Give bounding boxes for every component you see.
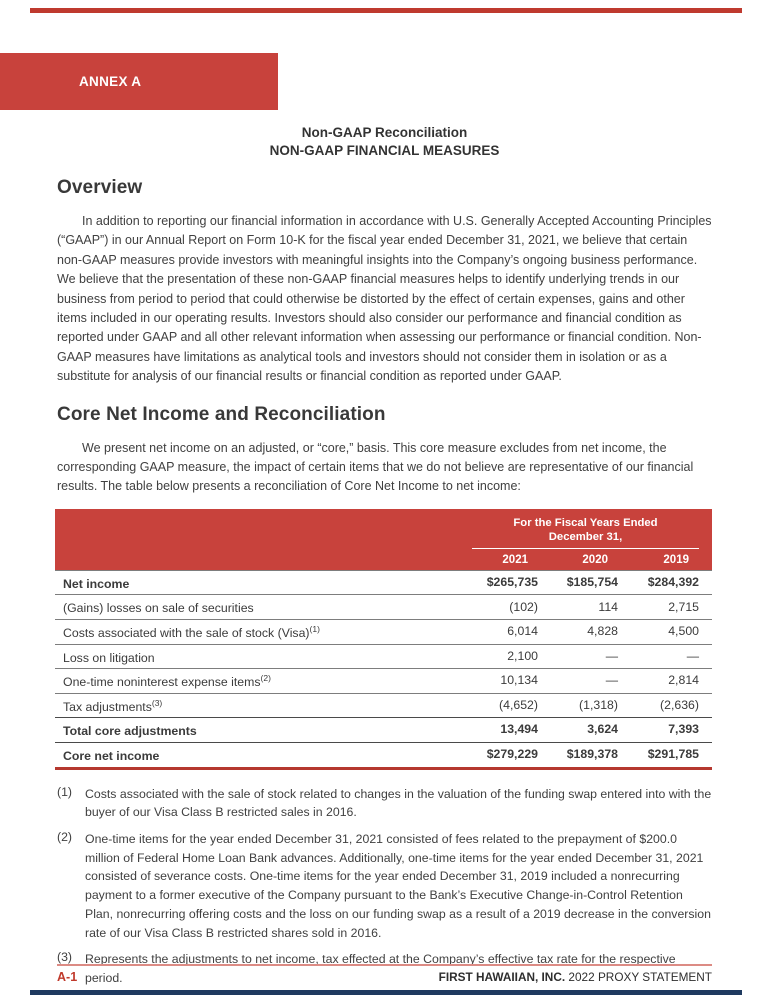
row-label: (Gains) losses on sale of securities xyxy=(63,601,254,616)
cell-2019: 7,393 xyxy=(668,722,699,737)
header-line-2: December 31, xyxy=(548,530,623,543)
year-2020: 2020 xyxy=(582,553,608,566)
footnote-number: (3) xyxy=(57,950,73,965)
overview-paragraph: In addition to reporting our financial information in accordance with U.S. Generally Accepted Accounting Principles (“GAAP”) in our Annual Report on Form 10-K for the fiscal year ended December 31, 2021, we believe that certain non-GAAP measures provide investors with meaningful insights into the Company’s ongoing business performance. We believe that the presentation of these non-GAAP financial measures helps to identify underlying trends in our business from period to period that could otherwise be distorted by the effect of certain expenses, gains and other items included in our operating results. Investors should also consider our performance and financial condition as reported under GAAP and all other relevant information when assessing our performance or financial condition. Non-GAAP measures have limitations as analytical tools and investors should not consider them in isolation or as a substitute for analysis of our financial results or financial condition as reported under GAAP. xyxy=(57,214,712,384)
spacer xyxy=(63,554,442,566)
row-label: One-time noninterest expense items$^{(2)}$ xyxy=(63,673,271,690)
cell-2019: (2,636) xyxy=(660,697,699,712)
core-net-income-heading: Core Net Income and Reconciliation xyxy=(57,403,386,425)
year-2021: 2021 xyxy=(502,553,528,566)
table-row xyxy=(55,742,712,767)
page-content xyxy=(57,110,712,996)
statement-label: 2022 PROXY STATEMENT xyxy=(565,970,712,984)
annex-label: ANNEX A xyxy=(79,74,142,89)
bottom-page-rule xyxy=(30,990,742,995)
table-row xyxy=(55,693,712,718)
table-row xyxy=(55,570,712,595)
year-columns xyxy=(63,549,699,566)
footnote-number: (1) xyxy=(57,784,73,799)
cell-2020: $189,378 xyxy=(566,747,618,762)
cell-2021: $265,735 xyxy=(486,574,538,589)
cell-2020: (1,318) xyxy=(579,697,618,712)
cell-2020: 4,828 xyxy=(587,624,618,639)
row-label: Tax adjustments$^{(3)}$ xyxy=(63,697,163,714)
page-number: A-1 xyxy=(57,970,78,984)
cell-2020: — xyxy=(605,673,618,688)
cell-2021: 2,100 xyxy=(507,648,538,663)
footnote-text: Represents the adjustments to net income, tax effected at the Company’s effective tax rate for the respective period. xyxy=(85,952,676,985)
cell-2019: 2,814 xyxy=(668,673,699,688)
table-row xyxy=(55,668,712,693)
cell-2021: 13,494 xyxy=(500,722,538,737)
document-title xyxy=(57,124,712,160)
footnote-number: (2) xyxy=(57,830,73,845)
row-label: Total core adjustments xyxy=(63,724,197,739)
row-label: Costs associated with the sale of stock (Visa)$^{(1)}$ xyxy=(63,624,320,641)
cell-2019: $291,785 xyxy=(647,747,699,762)
title-line-2: NON-GAAP FINANCIAL MEASURES xyxy=(269,143,500,158)
table-header xyxy=(55,509,712,570)
core-net-income-paragraph: We present net income on an adjusted, or “core,” basis. This core measure excludes from net income, the corresponding GAAP measure, the impact of certain items that we do not believe are representative of our financial results. The table below presents a reconciliation of Core Net Income to net income: xyxy=(57,440,694,494)
cell-2019: — xyxy=(686,648,699,663)
cell-2020: $185,754 xyxy=(566,574,618,589)
footnote-text: One-time items for the year ended December 31, 2021 consisted of fees related to the prepayment of $200.0 million of Federal Home Loan Bank advances. Additionally, one-time items for the year ended December 31, 2021 consisted of severance costs. One-time items for the year ended December 31, 2019 included a nonrecurring payment to a former executive of the Company pursuant to the Bank’s Executive Change-in-Control Retention Plan, nonrecurring offering costs and the loss on our funding swap as a result of a 2019 decrease in the conversion rate of our Visa Class B restricted shares sold in 2016. xyxy=(85,832,711,940)
cell-2020: 3,624 xyxy=(587,722,618,737)
footnote-1 xyxy=(57,785,712,822)
table-row xyxy=(55,594,712,619)
top-page-rule xyxy=(30,8,742,13)
year-2019: 2019 xyxy=(663,553,689,566)
cell-2020: — xyxy=(605,648,618,663)
footer-publication xyxy=(439,970,712,984)
cell-2021: (102) xyxy=(509,599,538,614)
cell-2021: 10,134 xyxy=(500,673,538,688)
cell-2021: (4,652) xyxy=(499,697,538,712)
cell-2021: $279,229 xyxy=(486,747,538,762)
cell-2019: 2,715 xyxy=(668,599,699,614)
reconciliation-table xyxy=(55,509,712,770)
title-line-1: Non-GAAP Reconciliation xyxy=(301,125,468,140)
table-row xyxy=(55,717,712,742)
cell-2019: $284,392 xyxy=(647,574,699,589)
row-label: Core net income xyxy=(63,749,160,764)
cell-2021: 6,014 xyxy=(507,624,538,639)
page-footer xyxy=(57,964,712,984)
table-row xyxy=(55,644,712,669)
cell-2019: 4,500 xyxy=(668,624,699,639)
table-header-group xyxy=(472,516,699,549)
row-label: Net income xyxy=(63,576,130,591)
cell-2020: 114 xyxy=(598,599,618,614)
overview-heading: Overview xyxy=(57,177,143,198)
annex-banner xyxy=(0,53,278,110)
footnote-text: Costs associated with the sale of stock related to changes in the valuation of the funding swap entered into with the buyer of our Visa Class B restricted sales in 2016. xyxy=(85,786,712,820)
footnote-2 xyxy=(57,830,712,942)
header-line-1: For the Fiscal Years Ended xyxy=(513,516,658,529)
company-name: FIRST HAWAIIAN, INC. xyxy=(438,970,566,984)
footnotes xyxy=(57,785,712,988)
row-label: Loss on litigation xyxy=(63,650,155,665)
table-row xyxy=(55,619,712,644)
